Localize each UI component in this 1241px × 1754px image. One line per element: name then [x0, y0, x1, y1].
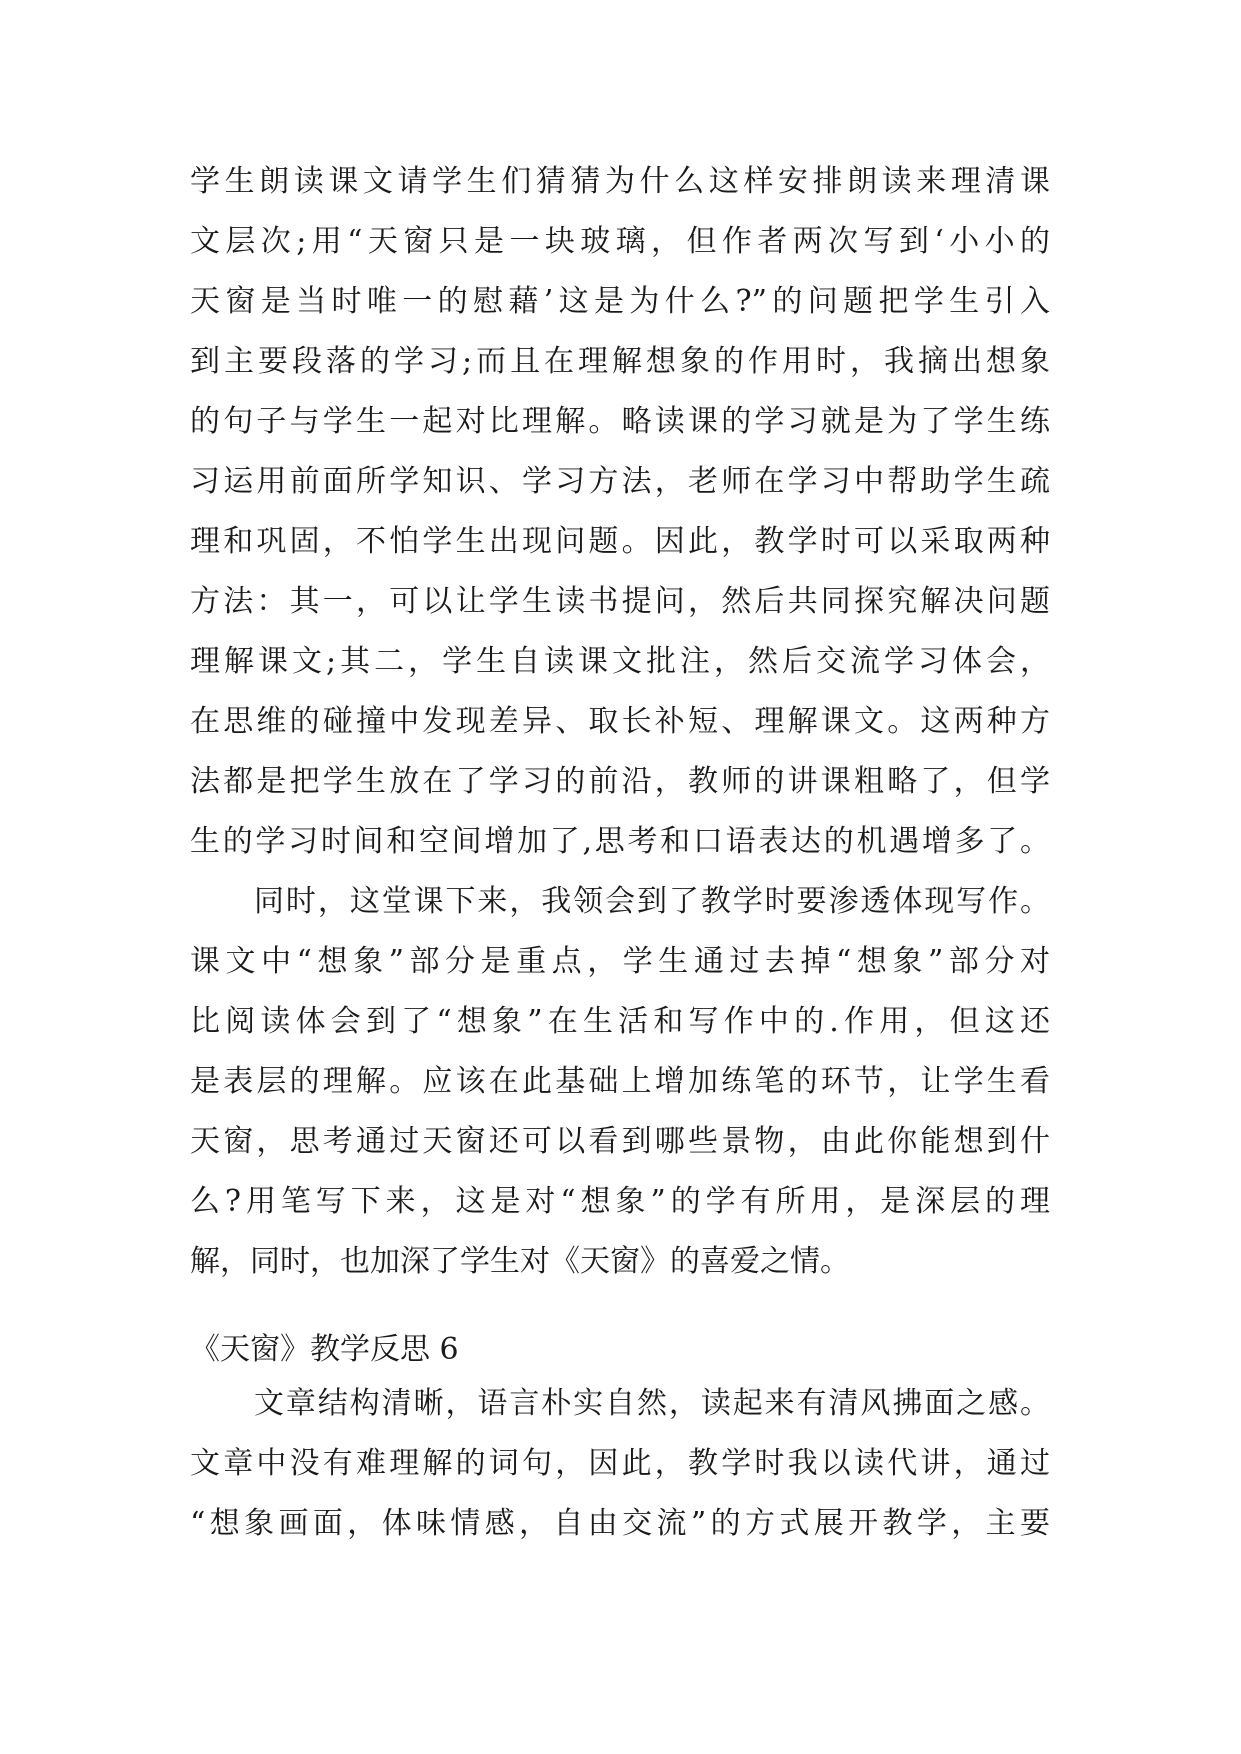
text-line: 的句子与学生一起对比理解。略读课的学习就是为了学生练	[190, 404, 1050, 439]
text-line: 法都是把学生放在了学习的前沿，教师的讲课粗略了，但学	[190, 764, 1050, 799]
text-line: 到主要段落的学习;而且在理解想象的作用时，我摘出想象	[190, 344, 1050, 379]
text-line: 比阅读体会到了“想象”在生活和写作中的.作用，但这还	[190, 1004, 1050, 1039]
text-line: 么?用笔写下来，这是对“想象”的学有所用，是深层的理	[190, 1184, 1050, 1219]
text-line: 在思维的碰撞中发现差异、取长补短、理解课文。这两种方	[190, 704, 1050, 739]
text-line: 文章结构清晰，语言朴实自然，读起来有清风拂面之感。	[254, 1386, 1050, 1421]
section-heading: 《天窗》教学反思 6	[190, 1332, 459, 1367]
text-line: 解，同时，也加深了学生对《天窗》的喜爱之情。	[190, 1244, 850, 1279]
text-line: 课文中“想象”部分是重点，学生通过去掉“想象”部分对	[190, 944, 1050, 979]
body-text-section-1	[190, 152, 1050, 1292]
text-line: 生的学习时间和空间增加了,思考和口语表达的机遇增多了。	[190, 824, 1050, 859]
text-line: 文章中没有难理解的词句，因此，教学时我以读代讲，通过	[190, 1446, 1050, 1481]
text-line: 文层次;用“天窗只是一块玻璃，但作者两次写到‘小小的	[190, 224, 1050, 259]
text-line: “想象画面，体味情感，自由交流”的方式展开教学，主要	[190, 1506, 1050, 1541]
text-line: 学生朗读课文请学生们猜猜为什么这样安排朗读来理清课	[190, 164, 1050, 199]
text-line: 天窗，思考通过天窗还可以看到哪些景物，由此你能想到什	[190, 1124, 1050, 1159]
text-line: 同时，这堂课下来，我领会到了教学时要渗透体现写作。	[254, 884, 1050, 919]
body-text-section-2	[190, 1374, 1050, 1554]
text-line: 天窗是当时唯一的慰藉’这是为什么?”的问题把学生引入	[190, 284, 1050, 319]
text-line: 理解课文;其二，学生自读课文批注，然后交流学习体会，	[190, 644, 1050, 679]
text-line: 习运用前面所学知识、学习方法，老师在学习中帮助学生疏	[190, 464, 1050, 499]
text-line: 理和巩固，不怕学生出现问题。因此，教学时可以采取两种	[190, 524, 1050, 559]
text-line: 是表层的理解。应该在此基础上增加练笔的环节，让学生看	[190, 1064, 1050, 1099]
text-line: 方法：其一，可以让学生读书提问，然后共同探究解决问题	[190, 584, 1050, 619]
